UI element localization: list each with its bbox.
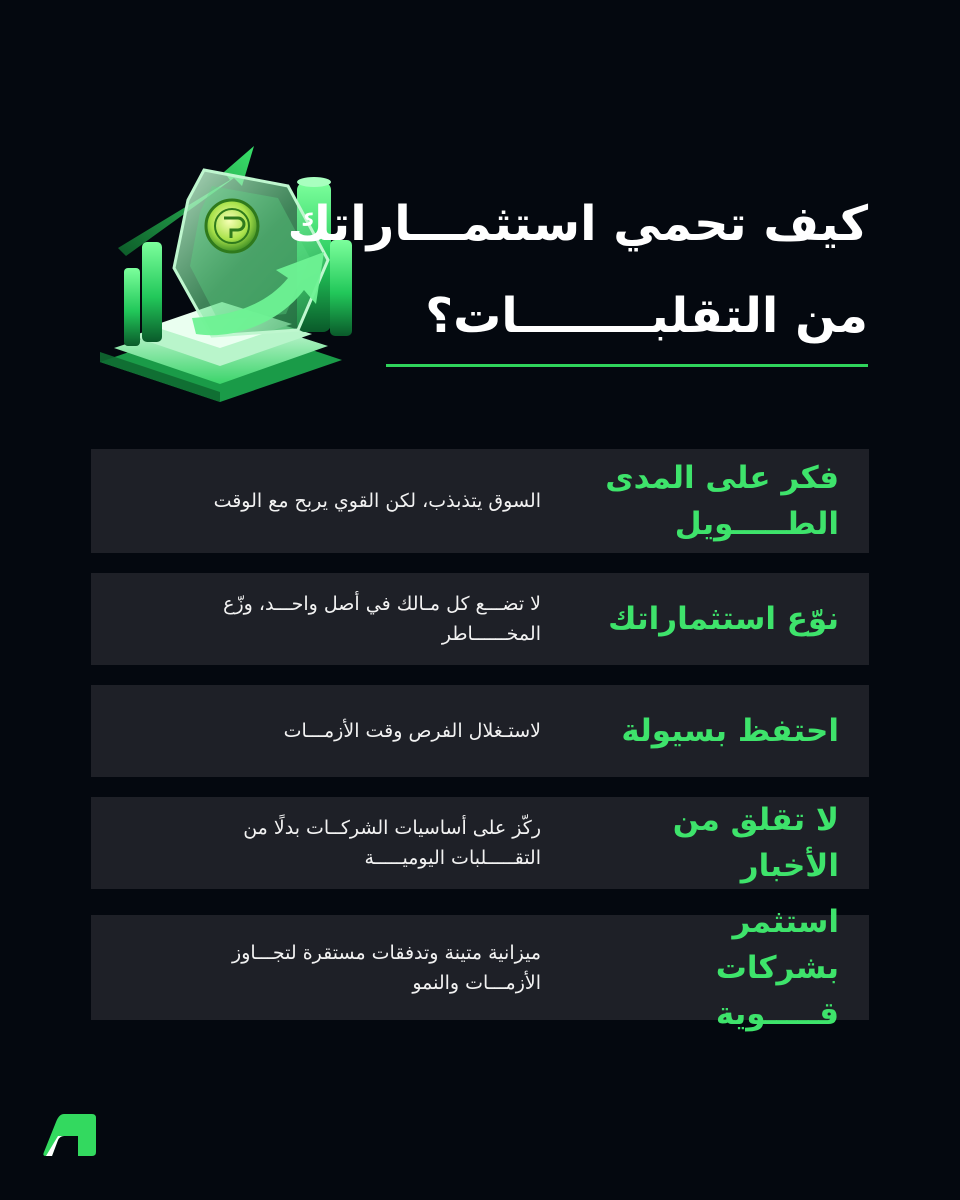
tip-heading: لا تقلق من الأخبار [672, 802, 839, 884]
tip-heading: استثمر بشركات قـــــوية [715, 903, 839, 1032]
title-line-1: كيف تحمي استثمـــاراتك [287, 196, 868, 252]
title-divider [386, 364, 868, 367]
tip-description: السوق يتذبذب، لكن القوي يربح مع الوقت [213, 490, 541, 512]
tip-heading: فكر على المدى الطـــــويل [605, 460, 839, 542]
tip-heading: نوّع استثماراتك [608, 601, 839, 637]
tip-card-news [91, 797, 869, 889]
tip-description: لاستـغلال الفرص وقت الأزمـــات [283, 720, 541, 742]
tip-card-liquidity [91, 685, 869, 777]
tip-card-strong-companies [91, 903, 869, 1032]
tip-card-long-term [91, 449, 869, 553]
tip-description: ميزانية متينة وتدفقات مستقرة لتجـــاوز الأزمـــات والنمو [232, 941, 541, 994]
coin-icon [206, 200, 258, 252]
tip-card-diversify [91, 573, 869, 665]
page-title [287, 178, 868, 362]
brand-logo-icon [42, 1112, 98, 1158]
tip-description: لا تضـــع كل مـالك في أصل واحـــد، وزّع المخــــــاطر [223, 593, 541, 645]
title-line-2: من التقلبــــــــات؟ [425, 288, 868, 344]
tip-heading: احتفظ بسيولة [621, 713, 839, 749]
tip-description: ركّز على أساسيات الشركــات بدلًا من التقـــــلبات اليوميـــــة [243, 817, 541, 869]
